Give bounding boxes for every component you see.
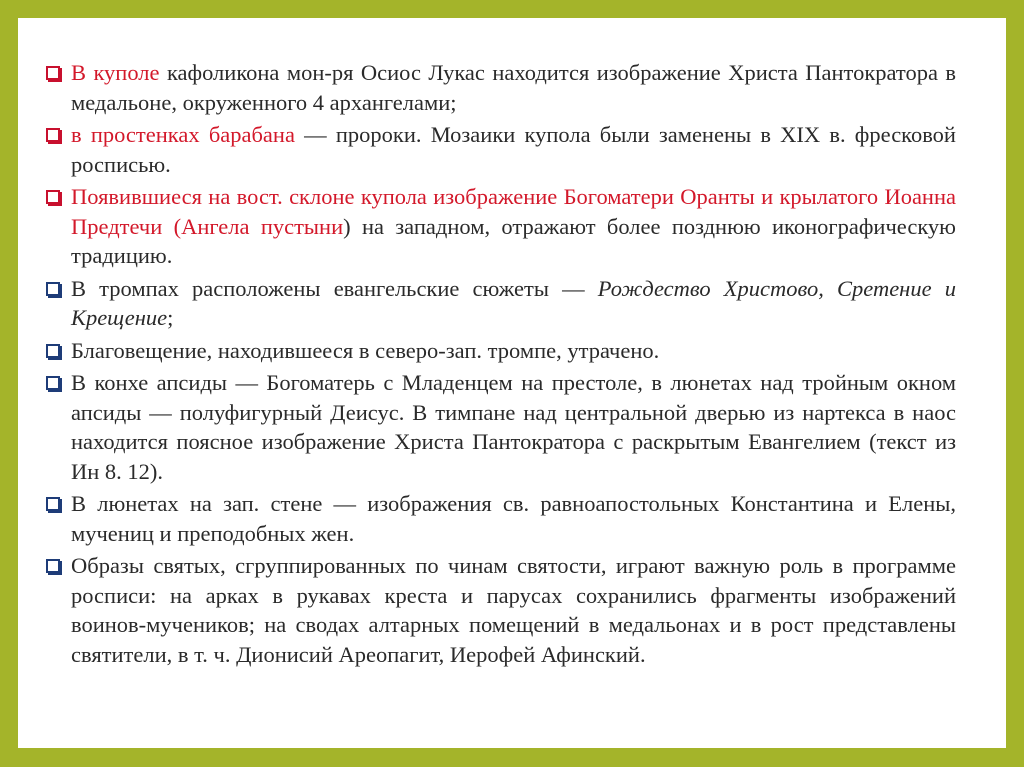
bullet-item-saints: [46, 551, 956, 669]
bullet-item-west-wall: [46, 489, 956, 548]
highlight-text: Появившиеся на вост. склоне купола изображение Богоматери Оранты и крылатого Иоанна Предтечи (Ангела пустыни: [71, 184, 956, 239]
bullet-tail: ;: [167, 305, 174, 330]
checkbox-bullet-icon: [46, 282, 60, 296]
bullet-item-squinches: [46, 274, 956, 333]
checkbox-bullet-icon: [46, 190, 60, 204]
highlight-text: В куполе: [71, 60, 160, 85]
slide-content-area: [18, 18, 1006, 748]
bullet-text: Образы святых, сгруппированных по чинам святости, играют важную роль в программе росписи: на арках в рукавах креста и парусах сохранились фрагменты изображений воинов-мучеников; на сводах алтарных помещений в медальонах и в рост представлены святители, в т. ч. Дионисий Ареопагит, Иерофей Афинский.: [71, 553, 956, 667]
checkbox-bullet-icon: [46, 128, 60, 142]
bullet-item-orant: [46, 182, 956, 271]
bullet-text: В конхе апсиды — Богоматерь с Младенцем на престоле, в люнетах над тройным окном апсиды — полуфигурный Деисус. В тимпане над центральной дверью из нартекса в наос находится поясное изображение Христа Пантократора с раскрытым Евангелием (текст из Ин 8. 12).: [71, 370, 956, 484]
bullet-item-dome: [46, 58, 956, 117]
italic-text: Рождество Христово, Сретение и Крещение: [71, 275, 956, 330]
bullet-text: В тромпах расположены евангельские сюжеты —: [71, 275, 598, 301]
checkbox-bullet-icon: [46, 344, 60, 358]
highlight-text: в простенках барабана: [71, 122, 295, 147]
bullet-item-drum: [46, 120, 956, 179]
bullet-text: — пророки. Мозаики купола были заменены в XIX в. фресковой росписью.: [71, 122, 956, 177]
checkbox-bullet-icon: [46, 497, 60, 511]
bullet-text: В люнетах на зап. стене — изображения св. равноапостольных Константина и Елены, мучениц и преподобных жен.: [71, 491, 956, 546]
bullet-text: кафоликона мон-ря Осиос Лукас находится изображение Христа Пантократора в медальоне, окруженного 4 архангелами;: [71, 60, 956, 115]
bullet-list: [46, 58, 956, 672]
bullet-item-annunciation: [46, 336, 956, 366]
bullet-item-apse: [46, 368, 956, 486]
bullet-text: Благовещение, находившееся в северо-зап. тромпе, утрачено.: [71, 337, 660, 363]
checkbox-bullet-icon: [46, 376, 60, 390]
bullet-text: ) на западном, отражают более позднюю иконографическую традицию.: [71, 213, 956, 268]
checkbox-bullet-icon: [46, 559, 60, 573]
checkbox-bullet-icon: [46, 66, 60, 80]
